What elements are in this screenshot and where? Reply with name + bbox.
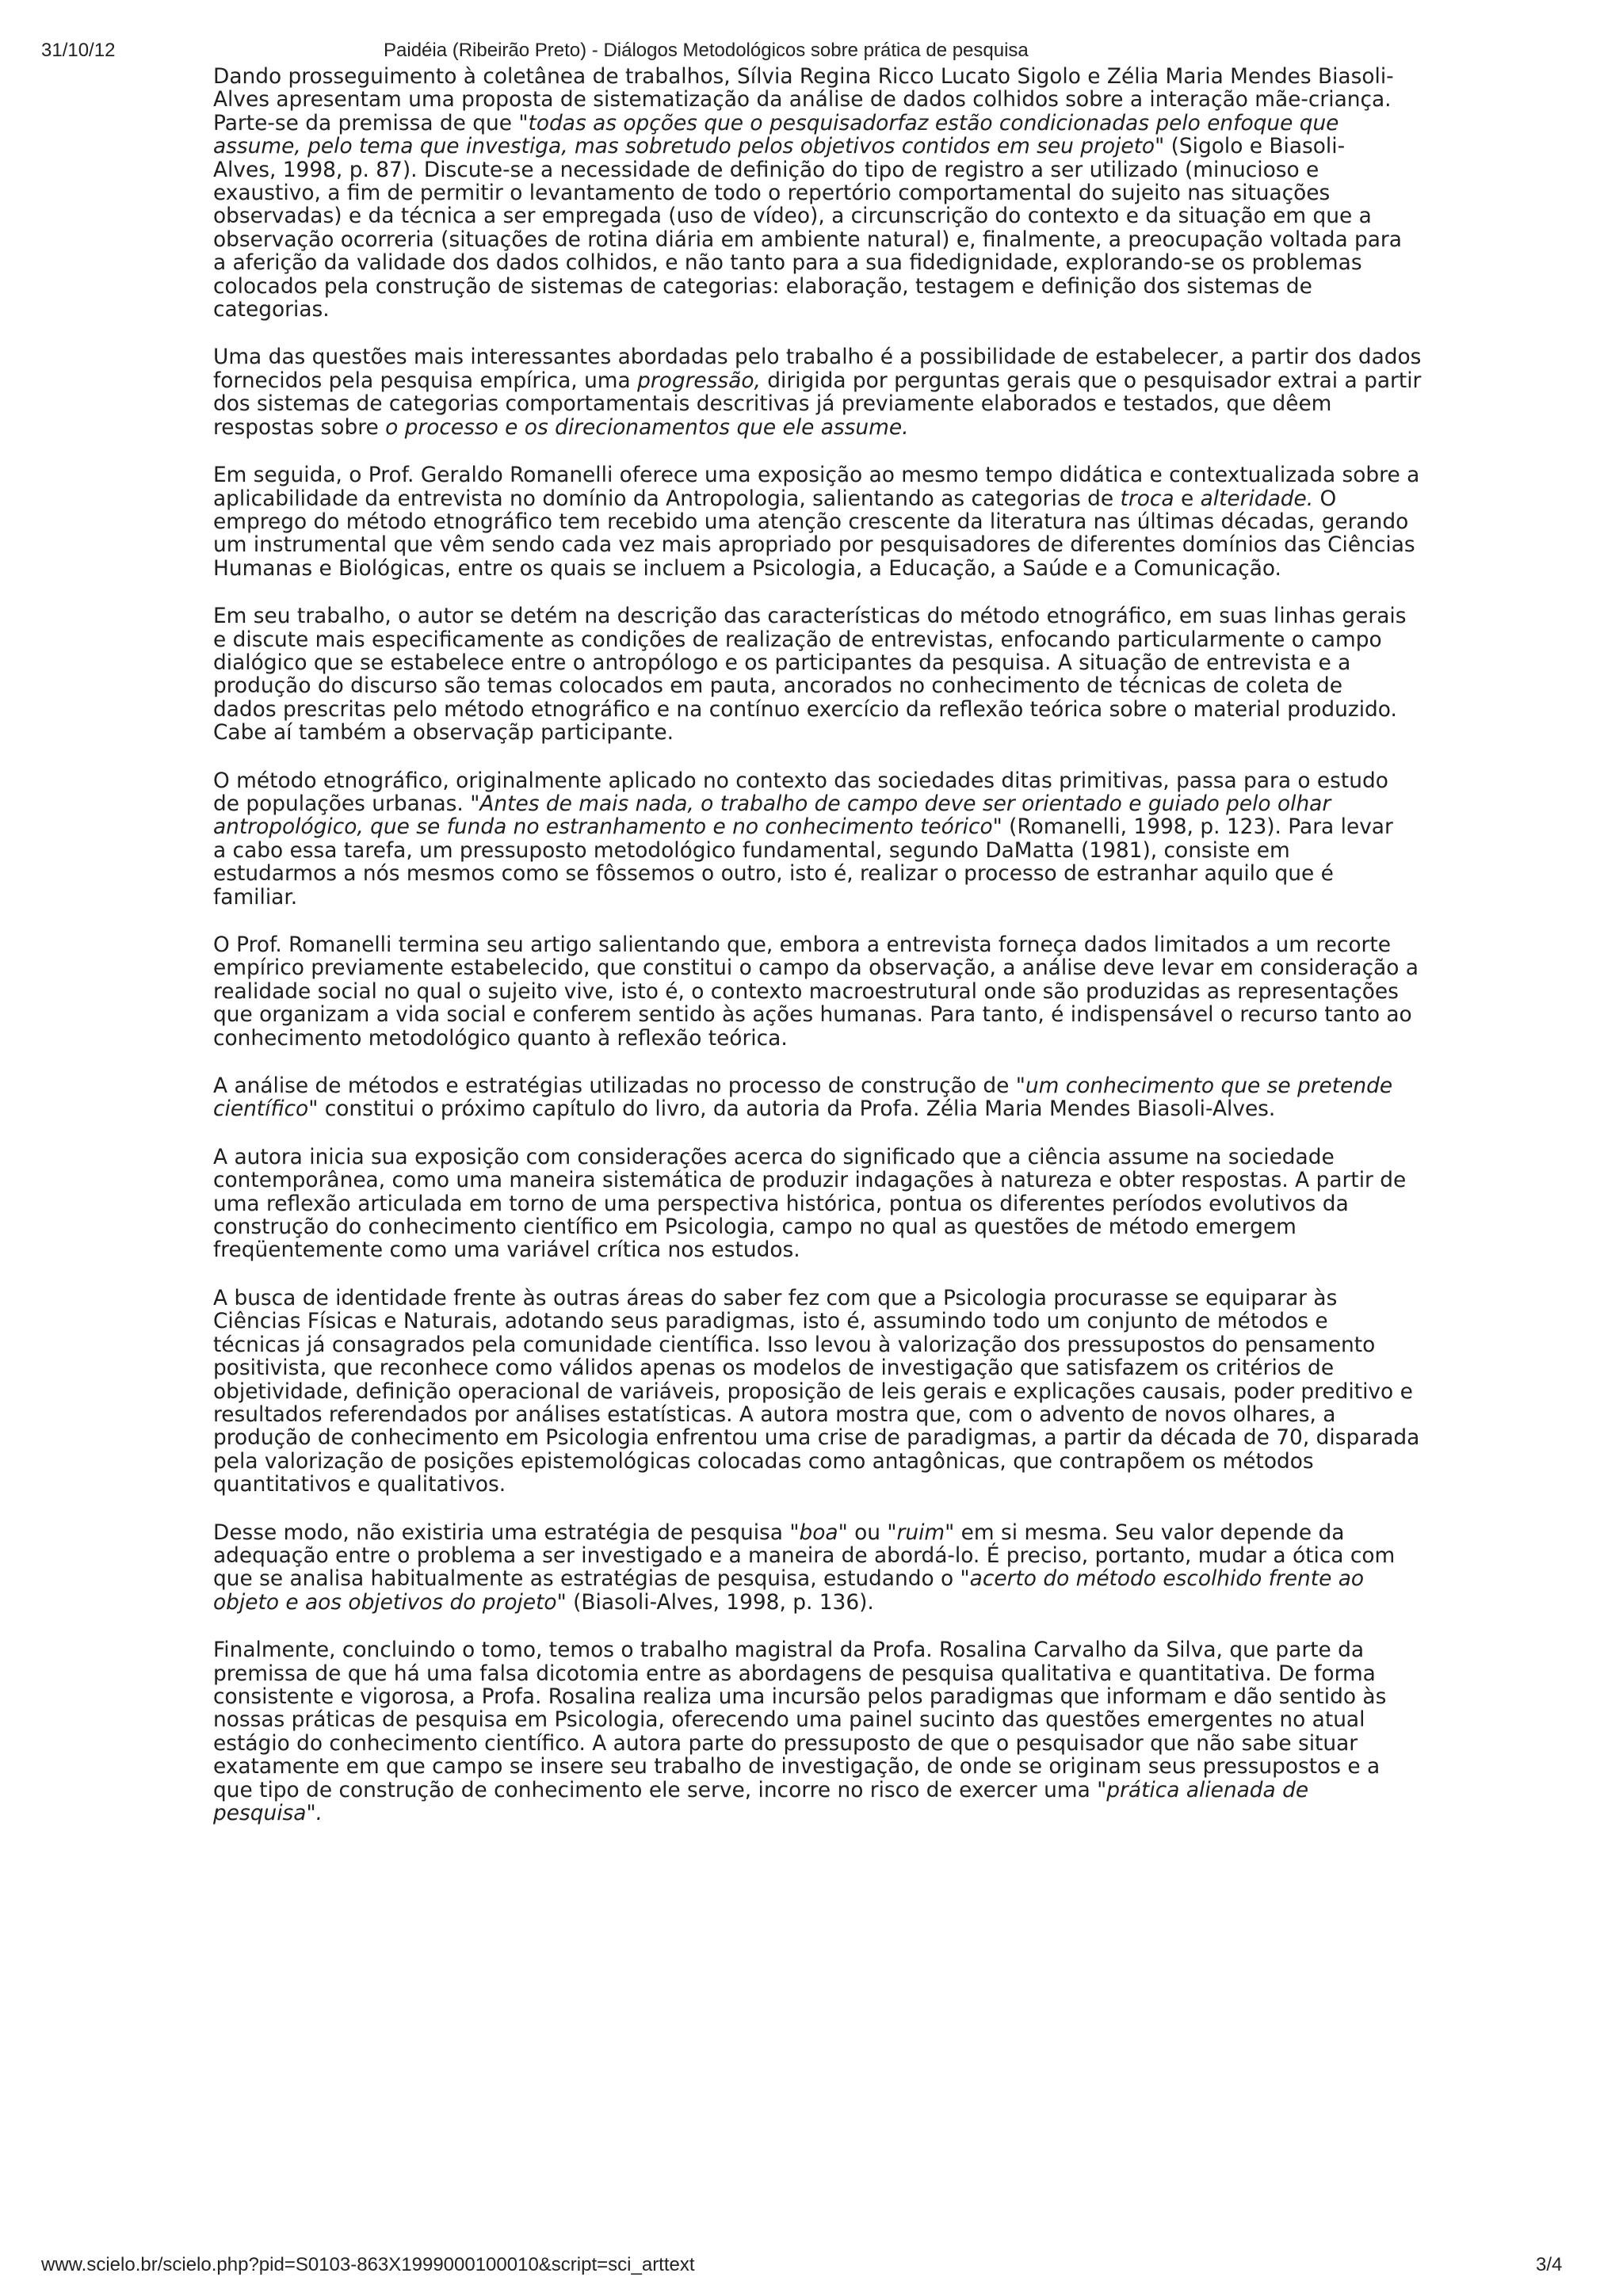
text-line [213,251,1567,274]
text-line [213,1356,1567,1379]
text-run: produção do discurso são temas colocados em pauta, ancorados no conhecimento de técnicas de coleta de [213,673,1343,699]
text-line [213,369,1567,392]
italic-text: "prática alienada de [1097,1777,1309,1802]
text-run: dados prescritas pelo método etnográfico e na contínuo exercício da reflexão teórica sobre o material produzido. [213,696,1397,722]
text-line [213,345,1567,368]
text-run: em si mesma. Seu valor depende da [954,1520,1345,1545]
text-line [213,1426,1567,1449]
paragraph [213,1638,1567,1825]
italic-text: científico" [213,1097,319,1122]
text-line [213,1333,1567,1356]
italic-text: antropológico, que se funda no estranhamento e no conhecimento teórico" [213,814,1002,840]
text-run: (Sigolo e Biasoli- [1164,134,1346,159]
text-line [213,298,1567,321]
text-run: positivista, que reconhece como válidos apenas os modelos de investigação que satisfazem os critérios de [213,1356,1335,1381]
text-line [213,1310,1567,1333]
text-run: premissa de que há uma falsa dicotomia entre as abordagens de pesquisa qualitativa e quantitativa. De forma [213,1661,1376,1686]
text-line [213,88,1567,111]
text-run: que se analisa habitualmente as estratégias de pesquisa, estudando o [213,1566,960,1592]
text-line [213,1215,1567,1238]
text-line [213,886,1567,909]
text-line [213,933,1567,956]
text-run: Parte-se da premissa de que [213,110,519,135]
text-line [213,698,1567,721]
text-line [213,1027,1567,1050]
text-line [213,275,1567,298]
text-line [213,769,1567,792]
text-run: e [1174,486,1201,511]
paragraph [213,1146,1567,1262]
text-run: fornecidos pela pesquisa empírica, uma [213,368,638,393]
print-page-title: Paidéia (Ribeirão Preto) - Diálogos Metodológicos sobre prática de pesquisa [384,40,1029,61]
text-run: categorias. [213,297,330,322]
text-run: adequação entre o problema a ser investigado e a maneira de abordá-lo. É preciso, portanto, mudar a ótica com [213,1543,1396,1568]
italic-text: pesquisa". [213,1801,323,1825]
text-line [213,980,1567,1003]
text-line [213,1638,1567,1661]
text-run: exatamente em que campo se insere seu trabalho de investigação, de onde se originam seus pressupostos e a [213,1754,1381,1779]
paragraph [213,605,1567,744]
italic-text: "Antes de mais nada, o trabalho de campo deve ser orientado e guiado pelo olhar [470,791,1331,816]
paragraph [213,345,1567,439]
text-run: objetividade, definição operacional de variáveis, proposição de leis gerais e explicações causais, poder preditivo e [213,1379,1413,1404]
text-run: Em seguida, o Prof. Geraldo Romanelli oferece uma exposição ao mesmo tempo didática e contextualizada sobre a [213,463,1420,488]
text-run: O Prof. Romanelli termina seu artigo salientando que, embora a entrevista forneça dados limitados a um recorte [213,933,1391,957]
text-run: familiar. [213,884,298,910]
paragraph [213,769,1567,909]
text-line [213,228,1567,251]
text-run: estudarmos a nós mesmos como se fôssemos o outro, isto é, realizar o processo de estranhar aquilo que é [213,861,1334,887]
text-run: A autora inicia sua exposição com considerações acerca do significado que a ciência assume na sociedade [213,1144,1335,1169]
text-line [213,557,1567,580]
italic-text: troca [1120,486,1174,511]
text-line [213,181,1567,204]
italic-text: "acerto do método escolhido frente ao [960,1566,1365,1592]
italic-text: "ruim" [887,1520,955,1545]
text-run: Ciências Físicas e Naturais, adotando seus paradigmas, isto é, assumindo todo um conjunto de métodos e [213,1309,1328,1334]
text-run: consistente e vigorosa, a Profa. Rosalina realiza uma incursão pelos paradigmas que informam e dão sentido às [213,1684,1387,1709]
text-line [213,112,1567,135]
text-line [213,204,1567,227]
text-line [213,605,1567,627]
text-run: nossas práticas de pesquisa em Psicologia, oferecendo uma painel sucinto das questões emergentes no atual [213,1707,1365,1733]
text-run: respostas sobre [213,414,386,440]
text-run: contemporânea, como uma maneira sistemática de produzir indagações à natureza e obter respostas. A partir de [213,1168,1407,1193]
text-run: conhecimento metodológico quanto à reflexão teórica. [213,1025,788,1051]
italic-text: alteridade. [1200,486,1314,511]
text-run: Humanas e Biológicas, entre os quais se incluem a Psicologia, a Educação, a Saúde e a Comunicação. [213,555,1281,581]
text-line [213,1521,1567,1544]
text-line [213,1238,1567,1261]
text-run: um instrumental que vêm sendo cada vez mais apropriado por pesquisadores de diferentes domínios das Ciências [213,532,1415,558]
text-line [213,1192,1567,1215]
text-run: Uma das questões mais interessantes abordadas pelo trabalho é a possibilidade de estabelecer, a partir dos dados [213,345,1422,370]
text-line [213,416,1567,439]
text-line [213,1662,1567,1685]
text-run: a cabo essa tarefa, um pressuposto metodológico fundamental, segundo DaMatta (1981), consiste em [213,837,1290,863]
text-line [213,1708,1567,1731]
text-run: pela valorização de posições epistemológicas colocadas como antagônicas, que contrapõem os métodos [213,1448,1314,1474]
text-run: de populações urbanas. [213,791,471,816]
text-run: exaustivo, a fim de permitir o levantamento de todo o repertório comportamental do sujeito nas situações [213,181,1331,206]
print-date: 31/10/12 [41,40,116,61]
text-line [213,510,1567,533]
italic-text: progressão, [637,368,761,393]
text-line [213,862,1567,885]
text-run: ou [847,1520,888,1545]
text-line [213,487,1567,510]
text-line [213,158,1567,181]
text-run: a aferição da validade dos dados colhidos, e não tanto para a sua fidedignidade, explorando-se os problemas [213,250,1362,276]
paragraph [213,1521,1567,1615]
text-line [213,1685,1567,1708]
print-url: www.scielo.br/scielo.php?pid=S0103-863X1999000100010&script=sci_arttext [41,2254,695,2275]
text-line [213,721,1567,744]
text-run: Em seu trabalho, o autor se detém na descrição das características do método etnográfico, em suas linhas gerais [213,604,1407,629]
text-line [213,1755,1567,1778]
text-run: emprego do método etnográfico tem recebido uma atenção crescente da literatura nas últimas décadas, gerando [213,509,1409,534]
text-run: estágio do conhecimento científico. A autora parte do pressuposto de que o pesquisador que não sabe situar [213,1730,1358,1756]
text-run: dos sistemas de categorias comportamentais descritivas já previamente elaborados e testados, que dêem [213,391,1332,417]
text-line [213,792,1567,815]
text-run: aplicabilidade da entrevista no domínio da Antropologia, salientando as categorias de [213,486,1121,511]
text-run: Finalmente, concluindo o tomo, temos o trabalho magistral da Profa. Rosalina Carvalho da Silva, que parte da [213,1638,1365,1663]
text-run: (Biasoli-Alves, 1998, p. 136). [566,1589,874,1615]
paragraph [213,463,1567,580]
text-run: realidade social no qual o sujeito vive, isto é, o contexto macroestrutural onde são produzidas as representações [213,978,1399,1004]
text-line [213,956,1567,979]
italic-text: assume, pelo tema que investiga, mas sobretudo pelos objetivos contidos em seu projeto" [213,134,1165,159]
text-line [213,1146,1567,1169]
text-run: O [1313,486,1337,511]
text-run: uma reflexão articulada em torno de uma perspectiva histórica, pontua os diferentes períodos evolutivos da [213,1191,1349,1216]
text-line [213,1591,1567,1614]
text-line [213,1169,1567,1192]
text-run: construção do conhecimento científico em Psicologia, campo no qual as questões de método emergem [213,1215,1296,1240]
text-line [213,463,1567,486]
text-run: produção de conhecimento em Psicologia enfrentou uma crise de paradigmas, a partir da década de 70, disparada [213,1425,1420,1451]
text-line [213,1544,1567,1567]
text-run: que tipo de construção de conhecimento ele serve, incorre no risco de exercer uma [213,1777,1098,1802]
text-line [213,65,1567,88]
text-line [213,1473,1567,1496]
italic-text: o processo e os direcionamentos que ele assume. [385,414,909,440]
italic-text: objeto e aos objetivos do projeto" [213,1589,567,1615]
text-run: colocados pela construção de sistemas de categorias: elaboração, testagem e definição dos sistemas de [213,273,1312,299]
text-run: Alves apresentam uma proposta de sistematização da análise de dados colhidos sobre a interação mãe-criança. [213,87,1392,113]
text-line [213,1567,1567,1590]
paragraph [213,933,1567,1050]
text-run: observação ocorreria (situações de rotina diária em ambiente natural) e, finalmente, a preocupação voltada para [213,227,1402,252]
text-run: resultados referendados por análises estatísticas. A autora mostra que, com o advento de novos olhares, a [213,1402,1336,1427]
text-line [213,1732,1567,1755]
text-line [213,1450,1567,1473]
text-line [213,839,1567,862]
text-run: empírico previamente estabelecido, que constitui o campo da observação, a análise deve levar em consideração a [213,955,1419,981]
text-run: constitui o próximo capítulo do livro, da autoria da Profa. Zélia Maria Mendes Biasoli-Alves. [318,1097,1276,1122]
text-line [213,1779,1567,1802]
text-line [213,392,1567,415]
text-run: Desse modo, não existiria uma estratégia de pesquisa [213,1520,790,1545]
paragraph [213,1074,1567,1121]
text-run: freqüentemente como uma variável crítica nos estudos. [213,1238,800,1263]
text-run: quantitativos e qualitativos. [213,1472,506,1497]
print-page-number: 3/4 [1536,2254,1563,2275]
text-run: técnicas já consagrados pela comunidade científica. Isso levou à valorização dos pressupostos do pensamento [213,1332,1376,1357]
text-run: Cabe aí também a observaçãp participante. [213,720,674,746]
paragraph [213,65,1567,321]
italic-text: "todas as opções que o pesquisadorfaz estão condicionadas pelo enfoque que [518,110,1339,135]
print-footer [0,2254,1623,2286]
text-run: observadas) e da técnica a ser empregada (uso de vídeo), a circunscrição do contexto e da situação em que a [213,204,1372,229]
text-run: A busca de identidade frente às outras áreas do saber fez com que a Psicologia procurasse se equiparar às [213,1285,1338,1310]
text-run: dialógico que se estabelece entre o antropólogo e os participantes da pesquisa. A situação de entrevista e a [213,650,1351,675]
text-line [213,1097,1567,1120]
text-run: dirigida por perguntas gerais que o pesquisador extrai a partir [760,368,1422,393]
italic-text: "boa" [789,1520,848,1545]
text-line [213,815,1567,838]
text-line [213,1074,1567,1097]
text-line [213,1403,1567,1426]
italic-text: "um conhecimento que se pretende [1015,1074,1393,1099]
text-run: Alves, 1998, p. 87). Discute-se a necessidade de definição do tipo de registro a ser utilizado (minucioso e [213,157,1319,182]
article-body [213,65,1567,2188]
text-line [213,674,1567,697]
paragraph [213,1287,1567,1497]
text-line [213,135,1567,158]
text-line [213,1287,1567,1310]
text-run: e discute mais especificamente as condições de realização de entrevistas, enfocando particularmente o campo [213,627,1382,652]
text-line [213,1802,1567,1825]
text-line [213,651,1567,674]
text-line [213,1003,1567,1026]
text-run: O método etnográfico, originalmente aplicado no contexto das sociedades ditas primitivas, passa para o estudo [213,768,1388,793]
text-line [213,628,1567,651]
text-line [213,1380,1567,1403]
text-run: (Romanelli, 1998, p. 123). Para levar [1002,814,1393,840]
text-run: A análise de métodos e estratégias utilizadas no processo de construção de [213,1074,1016,1099]
text-run: Dando prosseguimento à coletânea de trabalhos, Sílvia Regina Ricco Lucato Sigolo e Zélia Maria Mendes Biasoli- [213,65,1394,89]
text-run: que organizam a vida social e conferem sentido às ações humanas. Para tanto, é indispensável o recurso tanto ao [213,1002,1412,1028]
text-line [213,533,1567,556]
